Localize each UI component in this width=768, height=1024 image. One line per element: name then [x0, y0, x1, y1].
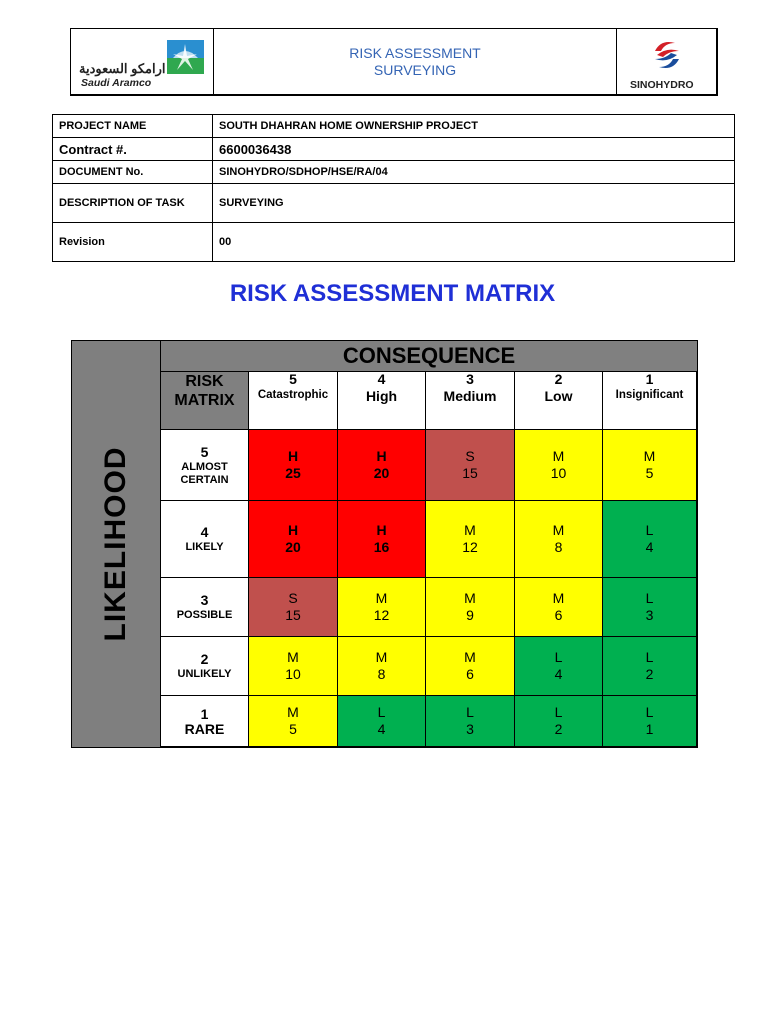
risk-level: H [287, 448, 299, 464]
risk-assessment-matrix [71, 340, 698, 748]
risk-cell [338, 430, 426, 501]
risk-cell [515, 430, 603, 501]
likelihood-axis [72, 341, 161, 747]
likelihood-text: RARE [184, 721, 225, 737]
consequence-label: Low [544, 388, 573, 404]
risk-level: M [464, 590, 476, 606]
likelihood-number: 2 [200, 651, 209, 667]
contract-value: 6600036438 [213, 138, 735, 161]
risk-cell [249, 501, 338, 578]
risk-score: 3 [466, 721, 474, 737]
risk-score: 4 [645, 539, 654, 555]
likelihood-header [161, 696, 249, 747]
risk-score: 12 [373, 607, 390, 623]
risk-cell [249, 637, 338, 696]
table-row [53, 138, 735, 161]
document-header [70, 28, 718, 96]
consequence-number: 2 [554, 371, 563, 387]
sinohydro-name: SINOHYDRO [630, 79, 694, 91]
consequence-number: 4 [377, 371, 386, 387]
corner-label-line1: RISK [185, 373, 224, 390]
risk-level: M [552, 590, 565, 606]
document-number-label: DOCUMENT No. [53, 161, 213, 184]
likelihood-number: 1 [200, 706, 209, 722]
risk-cell [426, 696, 515, 747]
risk-cell [603, 696, 697, 747]
consequence-label: CONSEQUENCE [161, 341, 697, 372]
risk-cell [249, 578, 338, 637]
risk-level: L [645, 704, 654, 720]
risk-score: 1 [645, 721, 654, 737]
risk-level: L [466, 704, 474, 720]
risk-cell [338, 501, 426, 578]
risk-score: 3 [645, 607, 654, 623]
consequence-number: 1 [645, 371, 654, 387]
risk-score: 12 [462, 539, 478, 555]
consequence-label: Insignificant [615, 389, 684, 401]
risk-cell [515, 696, 603, 747]
likelihood-header [161, 430, 249, 501]
sinohydro-logo [617, 29, 717, 95]
risk-cell [515, 637, 603, 696]
revision-value: 00 [213, 223, 735, 262]
likelihood-header [161, 578, 249, 637]
task-description-value: SURVEYING [213, 184, 735, 223]
risk-score: 10 [550, 465, 567, 481]
task-description-label: DESCRIPTION OF TASK [53, 184, 213, 223]
table-row [53, 223, 735, 262]
consequence-label: High [365, 388, 398, 404]
likelihood-text: LIKELY [185, 541, 224, 553]
risk-score: 5 [645, 465, 654, 481]
sinohydro-emblem-icon [645, 37, 689, 73]
saudi-aramco-logo [71, 29, 214, 95]
risk-cell [603, 637, 697, 696]
risk-cell [338, 578, 426, 637]
aramco-emblem-icon [167, 40, 204, 74]
project-info-table [52, 114, 735, 262]
table-row [53, 115, 735, 138]
risk-score: 8 [377, 666, 386, 682]
risk-score: 4 [554, 666, 563, 682]
risk-cell [249, 696, 338, 747]
risk-cell [426, 501, 515, 578]
risk-level: S [288, 590, 298, 606]
risk-score: 15 [285, 607, 301, 623]
risk-cell [515, 578, 603, 637]
risk-score: 5 [289, 721, 297, 737]
risk-score: 25 [285, 465, 301, 481]
risk-score: 6 [466, 666, 474, 682]
contract-label: Contract #. [53, 138, 213, 161]
risk-level: M [375, 649, 388, 665]
risk-level: M [464, 649, 476, 665]
likelihood-text: POSSIBLE [176, 609, 233, 621]
risk-cell [603, 501, 697, 578]
table-row [53, 184, 735, 223]
risk-cell [426, 578, 515, 637]
likelihood-text: UNLIKELY [177, 668, 232, 680]
risk-score: 10 [285, 666, 301, 682]
risk-cell [338, 696, 426, 747]
risk-level: M [287, 704, 299, 720]
consequence-header [249, 372, 338, 430]
risk-level: H [376, 522, 387, 538]
consequence-label: Catastrophic [257, 389, 329, 401]
risk-score: 20 [285, 539, 301, 555]
consequence-label: Medium [443, 388, 497, 404]
risk-level: M [375, 590, 388, 606]
risk-cell [426, 637, 515, 696]
risk-cell [249, 430, 338, 501]
risk-score: 4 [377, 721, 386, 737]
risk-level: M [552, 448, 565, 464]
risk-level: L [645, 590, 654, 606]
likelihood-number: 4 [200, 524, 209, 540]
risk-score: 9 [466, 607, 474, 623]
risk-level: L [645, 649, 654, 665]
likelihood-header [161, 637, 249, 696]
likelihood-number: 5 [200, 443, 209, 460]
risk-score: 15 [462, 465, 478, 481]
risk-cell [426, 430, 515, 501]
risk-score: 16 [373, 539, 390, 555]
project-name-label: PROJECT NAME [53, 115, 213, 138]
consequence-header [426, 372, 515, 430]
risk-level: M [287, 649, 299, 665]
matrix-title: RISK ASSESSMENT MATRIX [229, 280, 556, 307]
likelihood-header [161, 501, 249, 578]
risk-level: L [554, 649, 563, 665]
document-number-value: SINOHYDRO/SDHOP/HSE/RA/04 [213, 161, 735, 184]
likelihood-number: 3 [200, 592, 209, 608]
likelihood-text: ALMOST CERTAIN [180, 460, 229, 486]
aramco-english-name: Saudi Aramco [81, 77, 152, 89]
risk-level: L [645, 522, 654, 538]
risk-score: 2 [554, 721, 563, 737]
revision-label: Revision [53, 223, 213, 262]
risk-score: 20 [373, 465, 390, 481]
aramco-arabic-name: ارامكو السعودية [79, 61, 166, 76]
risk-level: H [376, 448, 387, 464]
likelihood-label: LIKELIHOOD [99, 446, 132, 642]
table-row [53, 161, 735, 184]
corner-label-line2: MATRIX [174, 392, 235, 409]
risk-level: L [554, 704, 563, 720]
consequence-number: 3 [466, 371, 474, 387]
risk-cell [515, 501, 603, 578]
risk-level: M [464, 522, 476, 538]
consequence-header [515, 372, 603, 430]
consequence-number: 5 [289, 371, 297, 387]
risk-cell [603, 578, 697, 637]
risk-level: S [465, 448, 475, 464]
consequence-header [603, 372, 697, 430]
risk-cell [603, 430, 697, 501]
risk-score: 2 [645, 666, 654, 682]
document-title-block [214, 29, 617, 95]
document-title: RISK ASSESSMENT [349, 44, 481, 61]
consequence-header [338, 372, 426, 430]
risk-score: 8 [554, 539, 563, 555]
risk-cell [338, 637, 426, 696]
risk-score: 6 [554, 607, 563, 623]
project-name-value: SOUTH DHAHRAN HOME OWNERSHIP PROJECT [213, 115, 735, 138]
risk-level: M [552, 522, 565, 538]
risk-level: L [377, 704, 386, 720]
document-subtitle: SURVEYING [373, 61, 457, 78]
risk-matrix-corner [161, 372, 249, 430]
risk-level: M [643, 448, 656, 464]
risk-level: H [287, 522, 299, 538]
